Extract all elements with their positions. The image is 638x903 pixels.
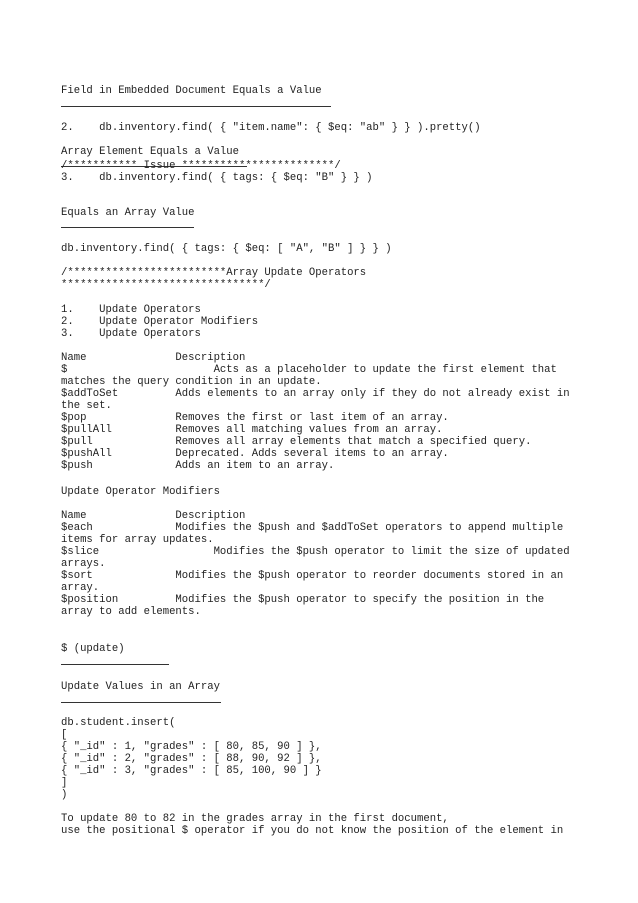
code-line: { "_id" : 3, "grades" : [ 85, 100, 90 ] } (61, 765, 322, 777)
heading-underline (61, 106, 331, 107)
comment-line: /*************************Array Update Operators (61, 267, 367, 279)
table-row: $slice Modifies the $push operator to limit the size of updated (61, 546, 570, 558)
code-line: 3. db.inventory.find( { tags: { $eq: "B" } } ) (61, 172, 373, 184)
table-header: Name Description (61, 510, 246, 522)
table-row: $pop Removes the first or last item of an array. (61, 412, 449, 424)
code-line: db.student.insert( (61, 717, 176, 729)
table-row: $pull Removes all array elements that match a specified query. (61, 436, 532, 448)
code-line: [ (61, 729, 68, 741)
table-row: array. (61, 582, 100, 594)
table-row: $ Acts as a placeholder to update the first element that (61, 364, 557, 376)
heading-update-values-array: Update Values in an Array (61, 681, 220, 693)
heading-equals-array-value: Equals an Array Value (61, 207, 195, 219)
heading-array-element-equals: Array Element Equals a Value (61, 146, 240, 158)
heading-update-operator-modifiers: Update Operator Modifiers (61, 486, 220, 498)
code-line: 2. db.inventory.find( { "item.name": { $eq: "ab" } } ).pretty() (61, 122, 481, 134)
comment-line: ********************************/ (61, 279, 271, 291)
list-item: 3. Update Operators (61, 328, 201, 340)
heading-underline (61, 664, 169, 665)
table-row: the set. (61, 400, 112, 412)
table-header: Name Description (61, 352, 246, 364)
table-row: $pushAll Deprecated. Adds several items to an array. (61, 448, 449, 460)
table-row: $position Modifies the $push operator to specify the position in the (61, 594, 545, 606)
table-row: $addToSet Adds elements to an array only if they do not already exist in (61, 388, 570, 400)
code-line: db.inventory.find( { tags: { $eq: [ "A", "B" ] } } ) (61, 243, 392, 255)
table-row: $each Modifies the $push and $addToSet operators to append multiple (61, 522, 564, 534)
code-line: ] (61, 777, 68, 789)
table-row: $push Adds an item to an array. (61, 460, 335, 472)
code-line: { "_id" : 2, "grades" : [ 88, 90, 92 ] }, (61, 753, 322, 765)
heading-underline (61, 702, 221, 703)
heading-dollar-update: $ (update) (61, 643, 125, 655)
table-row: items for array updates. (61, 534, 214, 546)
table-row: arrays. (61, 558, 106, 570)
table-row: $sort Modifies the $push operator to reorder documents stored in an (61, 570, 564, 582)
table-row: matches the query condition in an update. (61, 376, 322, 388)
paragraph-line: use the positional $ operator if you do not know the position of the element in (61, 825, 564, 837)
code-line: ) (61, 789, 68, 801)
comment-line: /*********** Issue ************************/ (61, 160, 341, 172)
table-row: array to add elements. (61, 606, 201, 618)
list-item: 1. Update Operators (61, 304, 201, 316)
code-line: { "_id" : 1, "grades" : [ 80, 85, 90 ] }, (61, 741, 322, 753)
paragraph-line: To update 80 to 82 in the grades array in the first document, (61, 813, 449, 825)
list-item: 2. Update Operator Modifiers (61, 316, 259, 328)
table-row: $pullAll Removes all matching values from an array. (61, 424, 443, 436)
heading-underline (61, 227, 194, 228)
heading-embedded-equals: Field in Embedded Document Equals a Value (61, 85, 322, 97)
